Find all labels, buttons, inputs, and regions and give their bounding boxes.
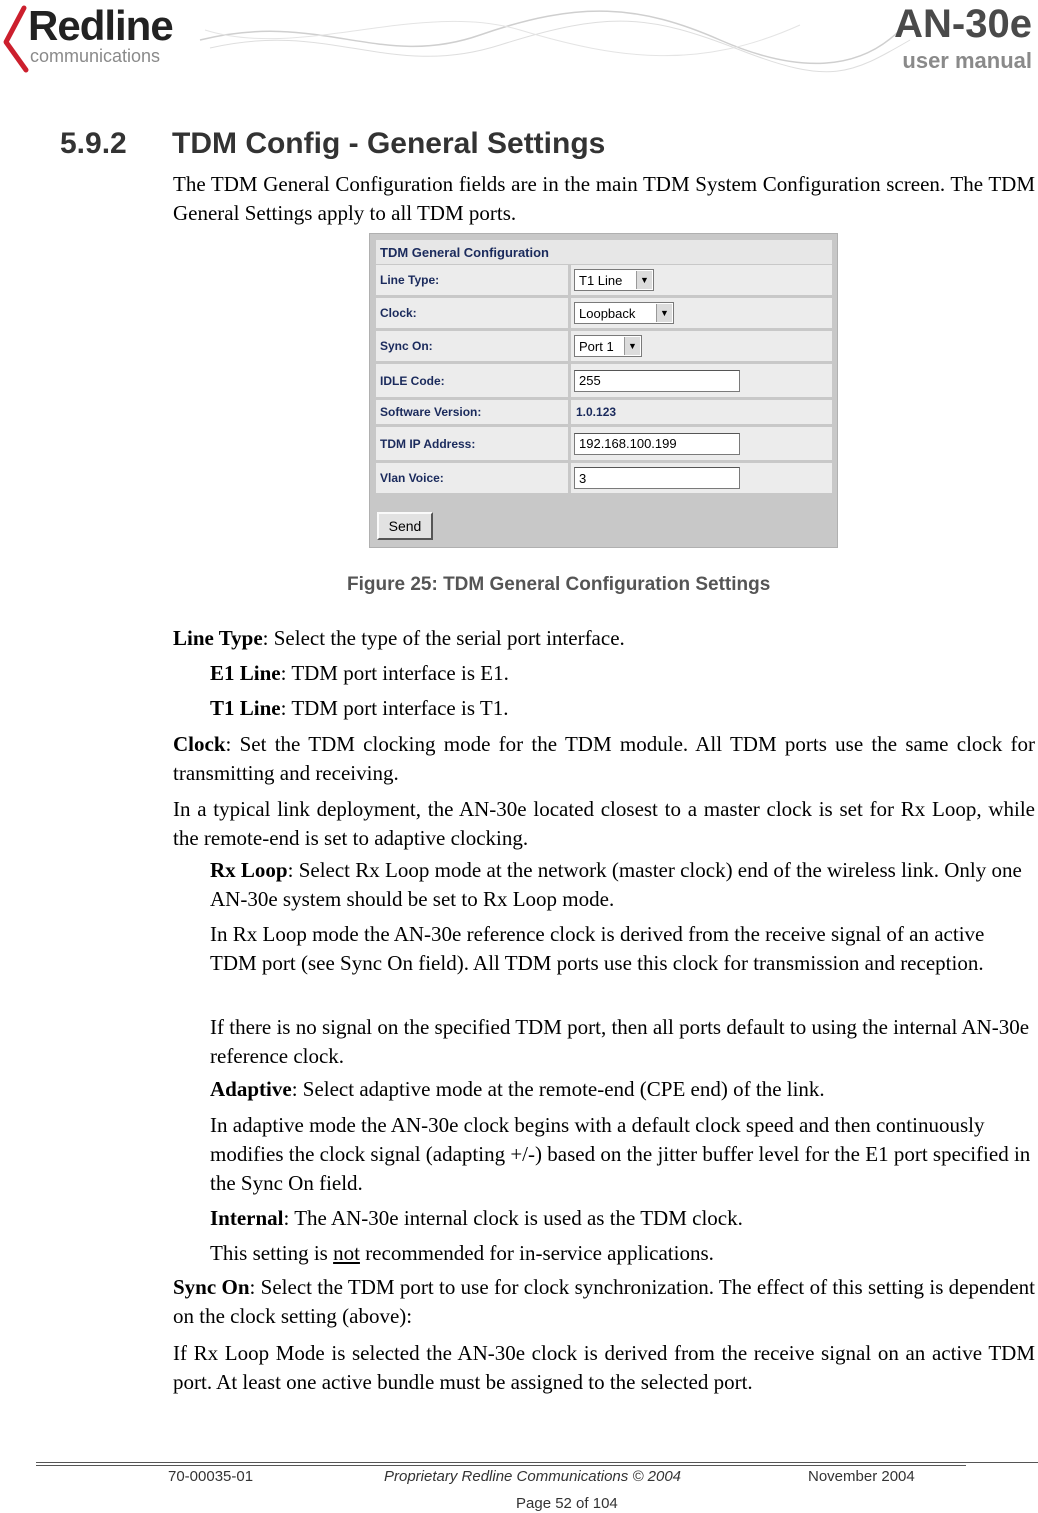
row-vlan-voice: [376, 463, 832, 493]
e1-line-paragraph: E1 Line: TDM port interface is E1.: [210, 661, 509, 685]
row-label: Software Version:: [376, 400, 568, 424]
sync-on-paragraph: Sync On: Select the TDM port to use for clock synchronization. The effect of this setting is dependent on the clock setting (above):: [173, 1275, 1035, 1328]
footer-divider: [36, 1465, 966, 1466]
figure-caption: Figure 25: TDM General Configuration Settings: [347, 574, 771, 595]
row-clock: [376, 298, 832, 328]
row-line-type: [376, 265, 832, 295]
vlan-voice-input[interactable]: 3: [574, 467, 740, 489]
line-type-select[interactable]: T1 Line ▼: [574, 269, 654, 291]
t1-line-paragraph: T1 Line: TDM port interface is T1.: [210, 696, 509, 720]
footer-divider: [36, 1462, 1038, 1463]
section-heading: [60, 126, 605, 162]
software-version-value: 1.0.123: [576, 405, 617, 419]
sync-on-detail-paragraph: If Rx Loop Mode is selected the AN-30e clock is derived from the receive signal on an active TDM port. At least one active bundle must be assigned to the selected port.: [173, 1341, 1035, 1394]
copyright: Proprietary Redline Communications © 2004: [384, 1468, 682, 1485]
row-label: Vlan Voice:: [376, 463, 568, 493]
internal-paragraph: Internal: The AN-30e internal clock is used as the TDM clock.: [210, 1206, 743, 1230]
page-number: Page 52 of 104: [516, 1495, 618, 1512]
row-label: Sync On:: [376, 331, 568, 361]
rx-loop-default-paragraph: If there is no signal on the specified TDM port, then all ports default to using the internal AN-30e reference clock.: [210, 1015, 1030, 1068]
internal-note-paragraph: This setting is not recommended for in-service applications.: [210, 1241, 714, 1265]
doc-date: November 2004: [808, 1468, 915, 1485]
logo-text: Redline: [28, 2, 173, 49]
row-idle-code: [376, 364, 832, 397]
section-title: TDM Config - General Settings: [172, 127, 606, 160]
intro-paragraph: The TDM General Configuration fields are in the main TDM System Configuration screen. The TDM General Settings apply to all TDM ports.: [173, 172, 1035, 225]
row-label: Clock:: [376, 298, 568, 328]
document-type: user manual: [902, 48, 1032, 73]
logo-subtext: communications: [30, 46, 161, 66]
send-button[interactable]: Send: [377, 512, 433, 540]
adaptive-detail-paragraph: In adaptive mode the AN-30e clock begins with a default clock speed and then continuously modifies the clock signal (adapting +/-) based on the jitter buffer level for the E1 port specified in the Sync On field.: [210, 1113, 1031, 1195]
clock-paragraph: Clock: Set the TDM clocking mode for the TDM module. All TDM ports use the same clock for transmitting and receiving.: [173, 732, 1035, 785]
row-tdm-ip: [376, 427, 832, 460]
row-sync-on: [376, 331, 832, 361]
sync-on-select[interactable]: Port 1 ▼: [574, 335, 642, 357]
rx-loop-paragraph: Rx Loop: Select Rx Loop mode at the network (master clock) end of the wireless link. Only one AN-30e system should be set to Rx Loop mode.: [210, 858, 1022, 911]
product-title: AN-30e: [894, 2, 1032, 46]
clock-typical-paragraph: In a typical link deployment, the AN-30e located closest to a master clock is set for Rx Loop, while the remote-end is set to adaptive clocking.: [173, 797, 1035, 850]
tdm-ip-input[interactable]: 192.168.100.199: [574, 433, 740, 455]
rx-loop-detail-paragraph: In Rx Loop mode the AN-30e reference clock is derived from the receive signal of an active TDM port (see Sync On field). All TDM ports use this clock for transmission and reception.: [210, 922, 985, 975]
dropdown-arrow-icon: ▼: [656, 304, 672, 322]
clock-select[interactable]: Loopback ▼: [574, 302, 674, 324]
row-label: Line Type:: [376, 265, 568, 295]
screenshot-title: TDM General Configuration: [376, 240, 832, 264]
dropdown-arrow-icon: ▼: [624, 337, 640, 355]
page-header: [0, 0, 1038, 90]
row-label: IDLE Code:: [376, 364, 568, 397]
section-number: 5.9.2: [60, 127, 127, 160]
line-type-paragraph: Line Type: Select the type of the serial port interface.: [173, 626, 625, 650]
dropdown-arrow-icon: ▼: [636, 271, 652, 289]
idle-code-input[interactable]: 255: [574, 370, 740, 392]
tdm-config-screenshot: [369, 233, 838, 548]
doc-number: 70-00035-01: [168, 1468, 254, 1485]
row-software-version: [376, 400, 832, 424]
row-label: TDM IP Address:: [376, 427, 568, 460]
adaptive-paragraph: Adaptive: Select adaptive mode at the remote-end (CPE end) of the link.: [210, 1077, 825, 1101]
